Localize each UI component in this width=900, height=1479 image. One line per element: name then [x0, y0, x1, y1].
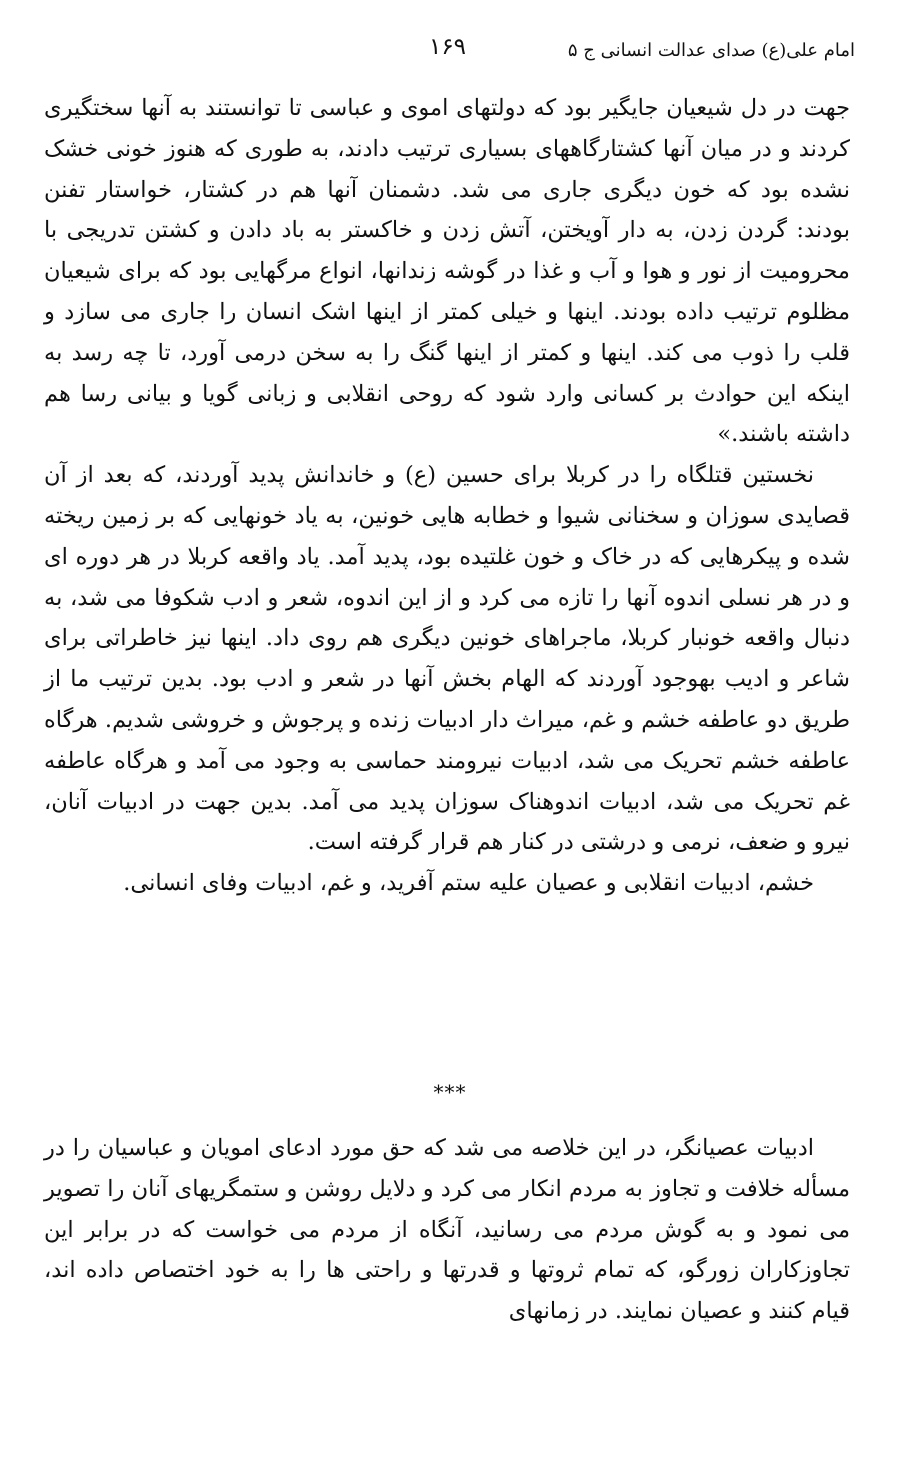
book-title: امام علی(ع) صدای عدالت انسانی ج ۵: [567, 40, 855, 61]
paragraph: خشم، ادبیات انقلابی و عصیان علیه ستم آفرید، و غم، ادبیات وفای انسانی.: [123, 870, 814, 897]
paragraph: نخستین قتلگاه را در کربلا برای حسین (ع) و خاندانش پدید آوردند، که بعد از آن قصایدی سوزان و سخنانی شیوا و خطابه هایی خونین، به یاد خونهایی که بر زمین ریخته شده و پیکرهایی که در خاک و خون غلتیده بود، پدید آمد. یاد واقعه کربلا در هر دوره ای و در هر نسلی اندوه آنها را تازه می کرد و از این اندوه، شعر و ادب شکوفا می شد، به دنبال واقعه خونبار کربلا، ماجراهای خونین دیگری هم روی داد. اینها نیز خاطراتی برای شاعر و ادیب بهوجود آوردند که الهام بخش آنها در شعر و ادب بود. بدین ترتیب ما از طریق دو عاطفه خشم و غم، میراث دار ادبیات زنده و پرجوش و خروشی شدیم. هرگاه عاطفه خشم تحریک می شد، ادبیات نیرومند حماسی به وجود می آمد و هرگاه عاطفه غم تحریک می شد، ادبیات اندوهناک سوزان پدید می آمد. بدین جهت در ادبیات آنان، نیرو و ضعف، نرمی و درشتی در کنار هم قرار گرفته است.: [44, 462, 850, 856]
paragraph: جهت در دل شیعیان جایگیر بود که دولتهای اموی و عباسی تا توانستند به آنها سختگیری کردند و در میان آنها کشتارگاههای بسیاری ترتیب دادند، به طوری که هنوز خونی خشک نشده بود که خون دیگری جاری می شد. دشمنان آنها هم در کشتار، خواستار تفنن بودند: گردن زدن، به دار آویختن، آتش زدن و خاکستر به باد دادن و کشتن تدریجی با محرومیت از نور و هوا و آب و غذا در گوشه زندانها، انواع مرگهایی بود که برای شیعیان مظلوم ترتیب داده بودند. اینها و خیلی کمتر از اینها اشک انسان را جاری می سازد و قلب را ذوب می کند. اینها و کمتر از اینها گنگ را به سخن درمی آورد، تا چه رسد به اینکه این حوادث بر کسانی وارد شود که روحی انقلابی و زبانی گویا و بیانی رسا هم داشته باشند.»: [44, 95, 850, 448]
section-separator: ***: [433, 1080, 467, 1104]
paragraph: ادبیات عصیانگر، در این خلاصه می شد که حق مورد ادعای امویان و عباسیان را در مسأله خلافت و تجاوز به مردم انکار می کرد و دلایل روشن و ستمگریهای آنان را تصویر می نمود و به گوش مردم می رسانید، آنگاه از مردم می خواست که در برابر این تجاوزکاران زورگو، که تمام ثروتها و قدرتها و راحتی ها را به خود اختصاص داده اند، قیام کنند و عصیان نمایند. در زمانهای: [44, 1135, 850, 1325]
body-text: [44, 88, 850, 904]
body-text-continued: [44, 1128, 850, 1332]
running-header: [40, 34, 855, 70]
page-number: ۱۶۹: [428, 34, 467, 60]
